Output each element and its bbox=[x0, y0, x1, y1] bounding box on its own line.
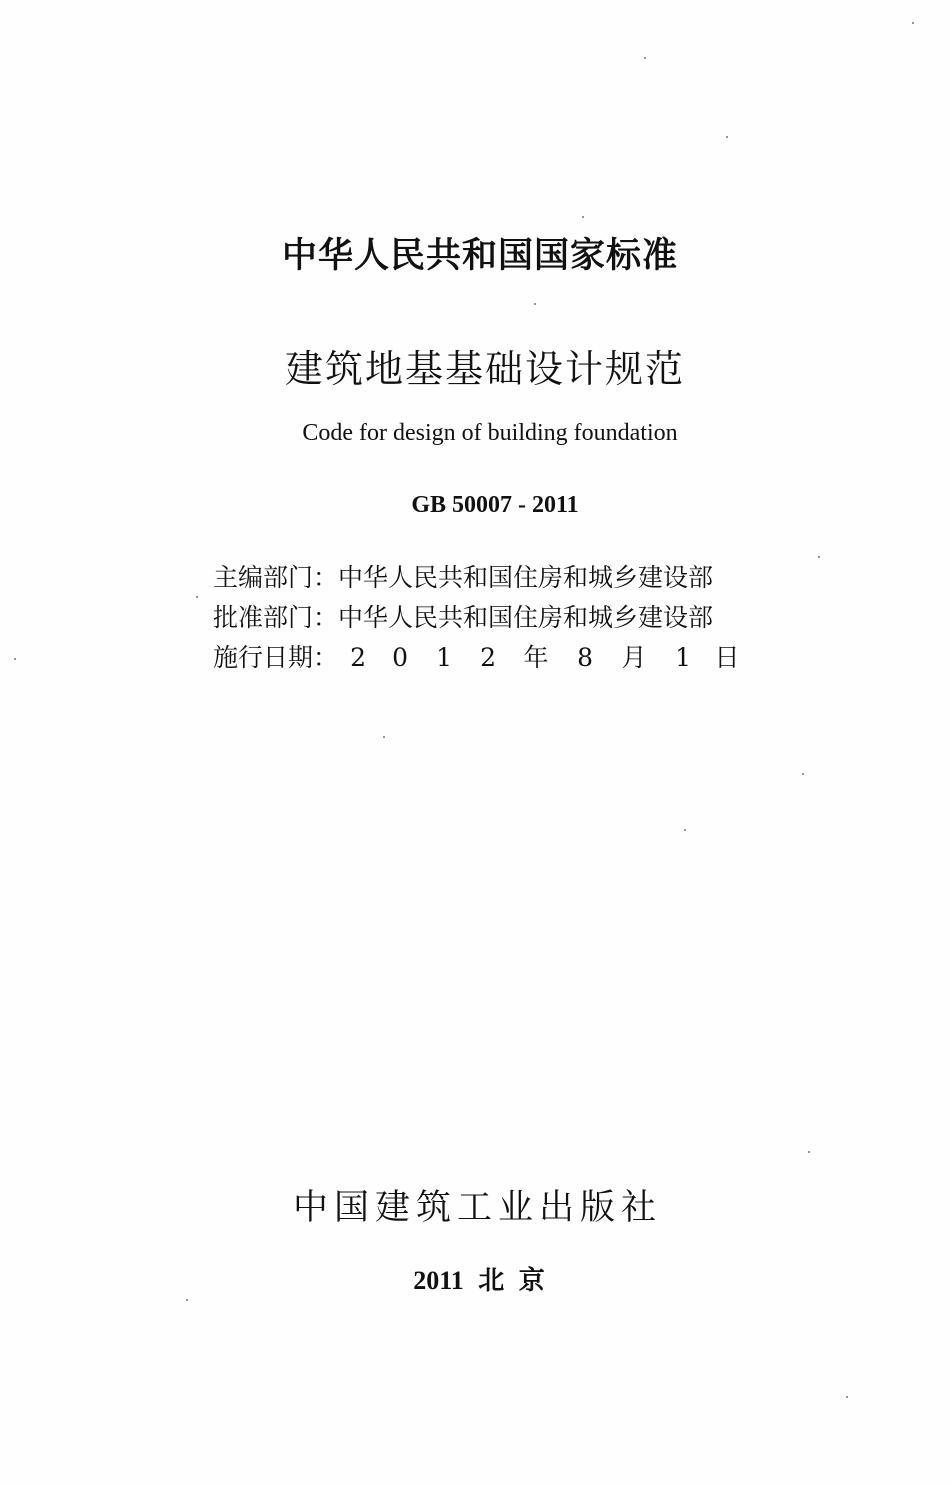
scan-speck bbox=[582, 216, 584, 218]
scan-speck bbox=[684, 829, 686, 831]
national-standard-heading: 中华人民共和国国家标准 bbox=[281, 236, 678, 276]
publication-year-place: 2011 北 京 bbox=[413, 1266, 545, 1295]
date-char: 2 bbox=[350, 643, 366, 672]
scan-speck bbox=[196, 596, 198, 598]
info-block bbox=[213, 558, 738, 678]
scan-speck bbox=[186, 1299, 188, 1301]
editor-value: 中华人民共和国住房和城乡建设部 bbox=[338, 563, 714, 592]
document-title-english: Code for design of building foundation bbox=[302, 420, 678, 446]
scan-speck bbox=[383, 736, 385, 738]
date-char: 8 bbox=[577, 643, 593, 672]
editor-row bbox=[213, 558, 738, 598]
scan-speck bbox=[644, 57, 646, 59]
approver-row bbox=[213, 598, 738, 638]
approver-value: 中华人民共和国住房和城乡建设部 bbox=[338, 603, 714, 632]
date-char: 1 bbox=[675, 643, 691, 672]
date-char: 月 bbox=[621, 643, 647, 672]
date-char: 0 bbox=[392, 643, 408, 672]
date-char: 1 bbox=[436, 643, 452, 672]
scan-speck bbox=[808, 1151, 810, 1153]
scan-speck bbox=[802, 773, 804, 775]
scan-speck bbox=[846, 1396, 848, 1398]
publisher-name: 中国建筑工业出版社 bbox=[292, 1188, 662, 1228]
effective-date-row bbox=[213, 638, 738, 678]
effective-date-value bbox=[338, 638, 738, 678]
effective-date-label: 施行日期： bbox=[213, 643, 339, 672]
standard-code: GB 50007 - 2011 bbox=[411, 492, 579, 518]
scan-speck bbox=[912, 22, 914, 24]
scan-speck bbox=[818, 556, 820, 558]
approver-label: 批准部门： bbox=[213, 603, 339, 632]
editor-label: 主编部门： bbox=[213, 563, 339, 592]
scan-speck bbox=[534, 303, 536, 305]
scan-speck bbox=[726, 136, 728, 138]
date-char: 2 bbox=[480, 643, 496, 672]
date-char: 日 bbox=[714, 643, 740, 672]
date-char: 年 bbox=[523, 643, 549, 672]
document-title-chinese: 建筑地基基础设计规范 bbox=[284, 347, 685, 391]
scan-speck bbox=[14, 658, 16, 660]
